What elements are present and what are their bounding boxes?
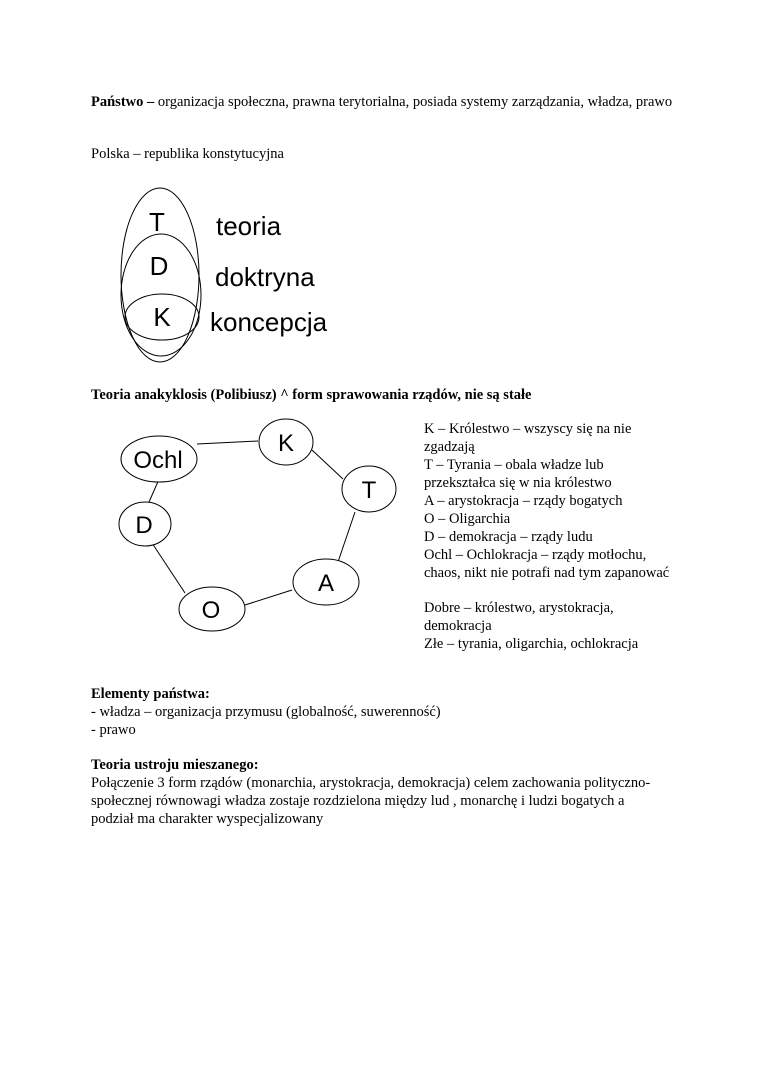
elements-item-prawo: - prawo	[91, 722, 136, 738]
tdk-label-teoria: teoria	[216, 211, 282, 241]
intro-paragraph	[91, 93, 681, 111]
elements-item-wladza: - władza – organizacja przymusu (globalność, suwerenność)	[91, 704, 441, 720]
mixed-heading: Teoria ustroju mieszanego:	[91, 757, 259, 773]
mixed-text: Połączenie 3 form rządów (monarchia, arystokracja, demokracja) celem zachowania polityczno-społecznej równowagi władza zostaje rozdzielona między lud , monarchę i ludzi bogatych a podział ma charakter wyspecjalizowany	[91, 775, 651, 827]
edge-a-o	[245, 590, 292, 605]
anakyklosis-cycle-diagram	[105, 412, 405, 637]
legend-item: O – Oligarchia	[424, 511, 511, 527]
edge-o-d	[152, 543, 185, 593]
intro-definition: organizacja społeczna, prawna terytorialna, posiada systemy zarządzania, władza, prawo	[154, 94, 673, 110]
node-t-label: T	[361, 477, 377, 504]
anakyklosis-heading: Teoria anakyklosis (Polibiusz) ^ form sprawowania rządów, nie są stałe	[91, 387, 532, 403]
legend-good: Dobre – królestwo, arystokracja, demokracja	[424, 600, 614, 634]
edge-k-t	[312, 450, 343, 479]
tdk-letter-k: K	[153, 302, 171, 332]
tdk-diagram	[110, 185, 350, 375]
node-d-label: D	[135, 512, 153, 539]
polska-line: Polska – republika konstytucyjna	[91, 146, 284, 162]
node-k-label: K	[277, 430, 295, 457]
elements-heading: Elementy państwa:	[91, 686, 210, 702]
tdk-letter-d: D	[149, 251, 169, 281]
anakyklosis-legend	[424, 420, 674, 653]
tdk-label-doktryna: doktryna	[215, 262, 315, 292]
tdk-label-koncepcja: koncepcja	[210, 307, 328, 337]
legend-item: K – Królestwo – wszyscy się na nie zgadzają	[424, 421, 632, 455]
node-a-label: A	[317, 570, 335, 597]
tdk-letter-t: T	[149, 207, 165, 237]
edge-t-a	[338, 512, 355, 562]
intro-term: Państwo –	[91, 94, 155, 110]
legend-item: A – arystokracja – rządy bogatych	[424, 493, 623, 509]
legend-item: Ochl – Ochlokracja – rządy motłochu, chaos, nikt nie potrafi nad tym zapanować	[424, 547, 670, 581]
edge-ochl-k	[197, 441, 258, 444]
legend-item: D – demokracja – rządy ludu	[424, 529, 593, 545]
legend-item: T – Tyrania – obala władze lub przekształca się w nia królestwo	[424, 457, 612, 491]
node-o-label: O	[201, 597, 221, 624]
node-ochl-label: Ochl	[133, 447, 183, 474]
legend-bad: Złe – tyrania, oligarchia, ochlokracja	[424, 636, 639, 652]
